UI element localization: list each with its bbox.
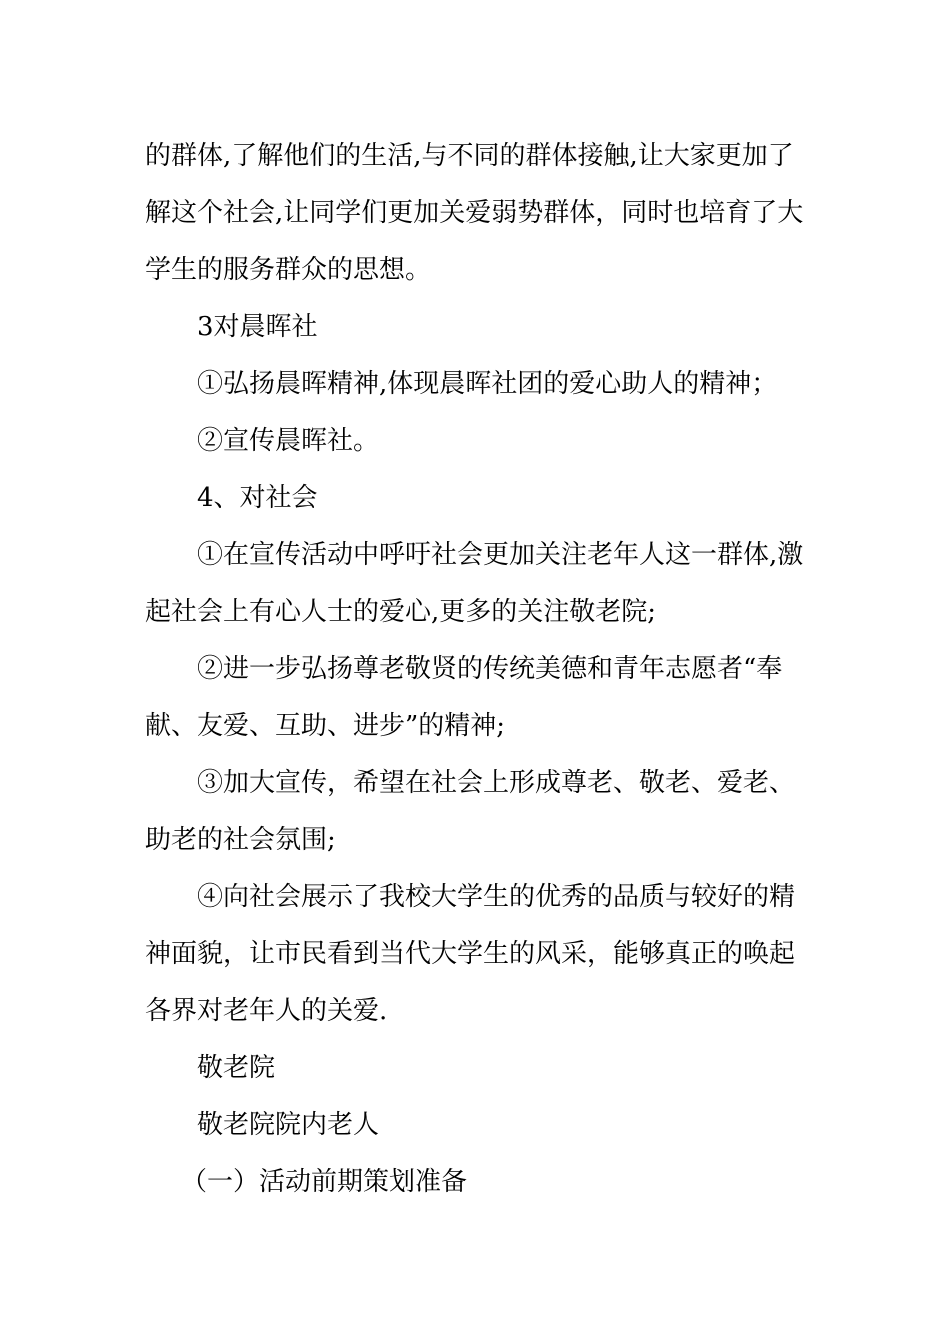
label-nursing-home: 敬老院	[197, 1053, 276, 1083]
section-heading-preparation: （一）活动前期策划准备	[181, 1167, 468, 1197]
list-item-society-1: ①在宣传活动中呼吁社会更加关注老年人这一群体,激起社会上有心人士的爱心,更多的关注敬老院;	[145, 540, 804, 627]
paragraph-group-intro: 的群体,了解他们的生活,与不同的群体接触,让大家更加了解这个社会,让同学们更加关爱弱势群体，同时也培育了大学生的服务群众的思想。	[145, 141, 804, 285]
document-body	[145, 128, 810, 1211]
heading-society: 4、对社会	[197, 483, 318, 513]
list-item-society-2: ②进一步弘扬尊老敬贤的传统美德和青年志愿者“奉献、友爱、互助、进步”的精神;	[145, 654, 783, 741]
list-item-society-4: ④向社会展示了我校大学生的优秀的品质与较好的精神面貌，让市民看到当代大学生的风采，能够真正的唤起各界对老年人的关爱.	[145, 882, 796, 1026]
list-item-chenhui-1: ①弘扬晨晖精神,体现晨晖社团的爱心助人的精神；	[197, 369, 778, 399]
list-item-chenhui-2: ②宣传晨晖社。	[197, 426, 380, 456]
label-nursing-home-elders: 敬老院院内老人	[197, 1110, 380, 1140]
list-item-society-3: ③加大宣传，希望在社会上形成尊老、敬老、爱老、助老的社会氛围;	[145, 768, 796, 855]
heading-chenhui-society: 3对晨晖社	[197, 312, 318, 342]
